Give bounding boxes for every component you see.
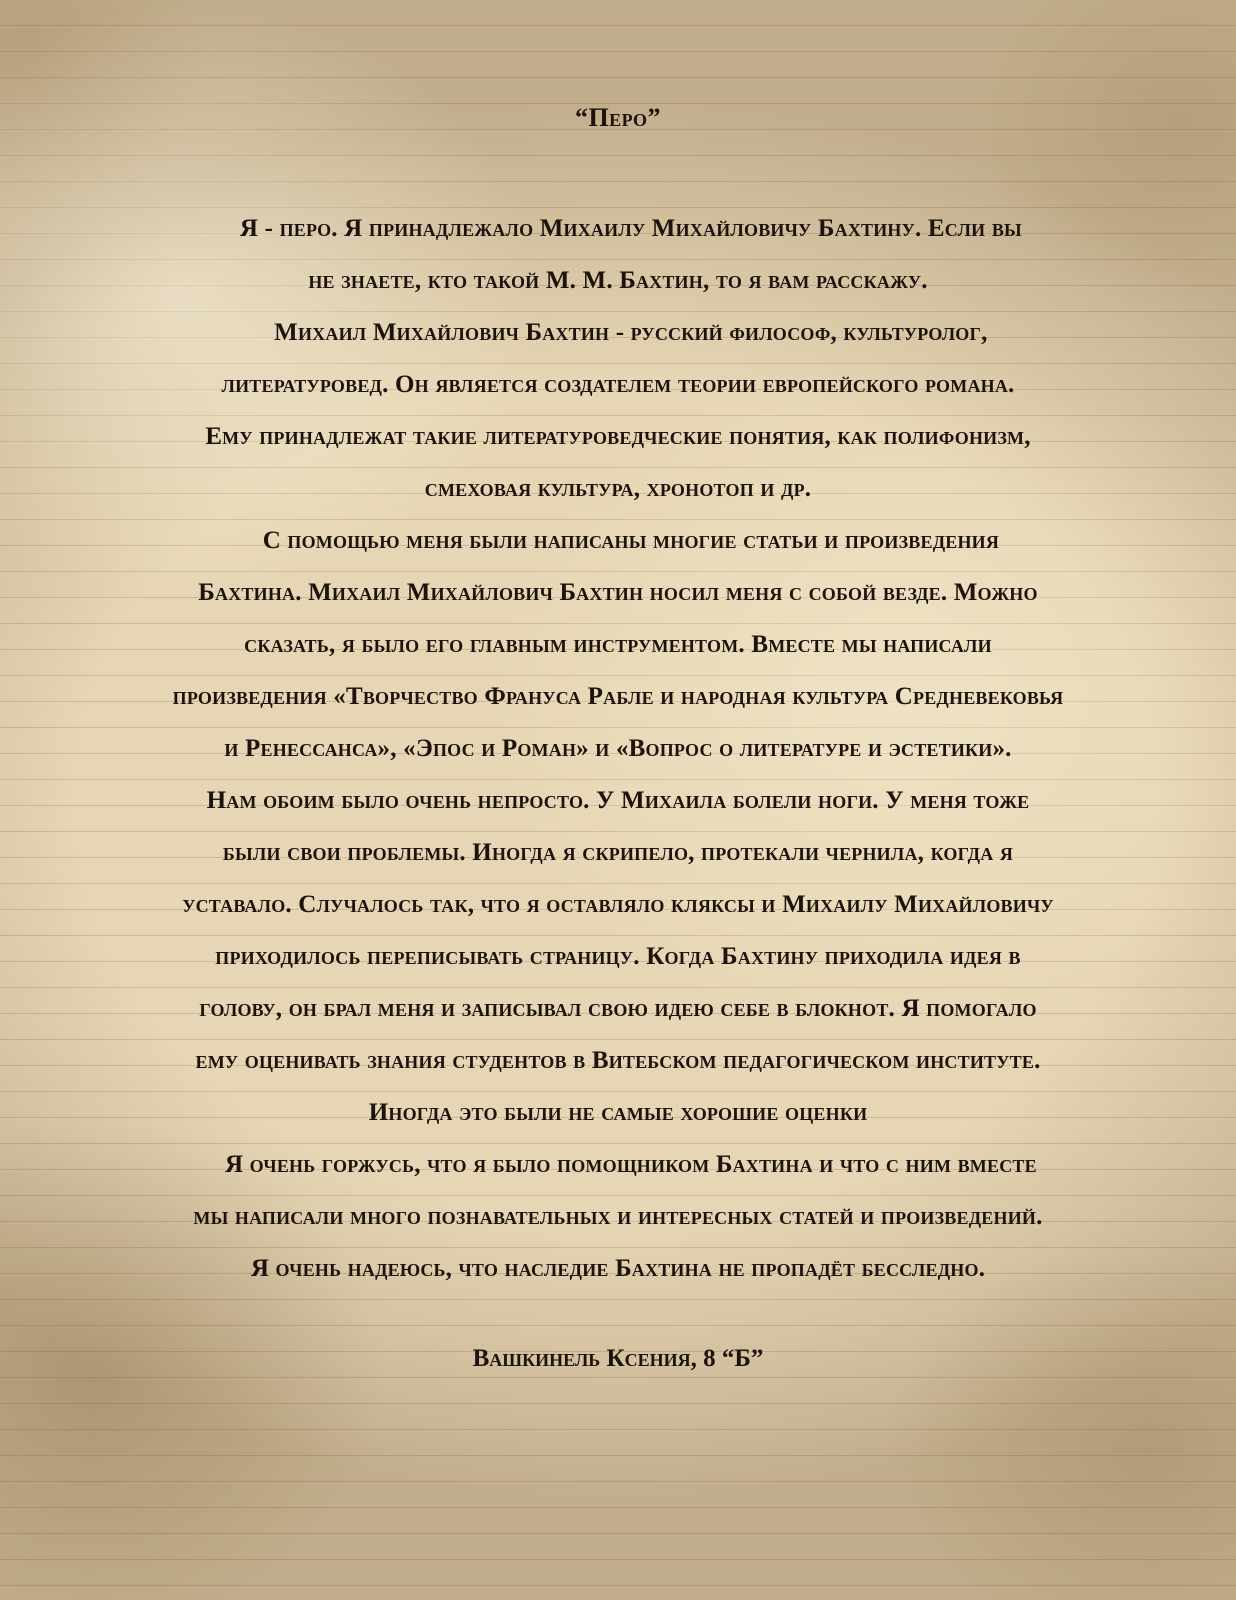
text-line: Нам обоим было очень непросто. У Михаила болели ноги. У меня тоже xyxy=(206,787,1030,814)
text-line: Я очень надеюсь, что наследие Бахтина не пропадёт бесследно. xyxy=(250,1255,986,1282)
text-line: С помощью меня были написаны многие статьи и произведения xyxy=(236,527,1000,554)
text-line: голову, он брал меня и записывал свою идею себе в блокнот. Я помогало xyxy=(199,995,1037,1022)
text-line: ему оценивать знания студентов в Витебском педагогическом институте. xyxy=(195,1047,1041,1074)
text-line: Ему принадлежат такие литературоведческие понятия, как полифонизм, xyxy=(205,423,1031,450)
text-line: Иногда это были не самые хорошие оценки xyxy=(368,1099,868,1126)
text-line: смеховая культура, хронотоп и др. xyxy=(424,475,812,502)
text-line: мы написали много познавательных и интересных статей и произведений. xyxy=(193,1203,1043,1230)
text-line: и Ренессанса», «Эпос и Роман» и «Вопрос о литературе и эстетики». xyxy=(224,735,1012,762)
essay-body xyxy=(20,203,1216,1295)
text-line: Бахтина. Михаил Михайлович Бахтин носил меня с собой везде. Можно xyxy=(198,579,1038,606)
text-line: не знаете, кто такой М. М. Бахтин, то я вам расскажу. xyxy=(308,267,928,294)
text-line: были свои проблемы. Иногда я скрипело, протекали чернила, когда я xyxy=(222,839,1014,866)
author-signature: Вашкинель Ксения, 8 “Б” xyxy=(472,1345,764,1372)
essay-title: “Перо” xyxy=(574,103,662,132)
text-line: Михаил Михайлович Бахтин - русский философ, культуролог, xyxy=(248,319,988,346)
text-line: Я очень горжусь, что я было помощником Бахтина и что с ним вместе xyxy=(199,1151,1037,1178)
text-line: уставало. Случалось так, что я оставляло кляксы и Михаилу Михайловичу xyxy=(182,891,1054,918)
text-line: Я - перо. Я принадлежало Михаилу Михайловичу Бахтину. Если вы xyxy=(214,215,1022,242)
text-line: сказать, я было его главным инструментом. Вместе мы написали xyxy=(244,631,992,658)
text-line: приходилось переписывать страницу. Когда Бахтину приходила идея в xyxy=(215,943,1021,970)
text-line: литературовед. Он является создателем теории европейского романа. xyxy=(221,371,1015,398)
text-line: произведения «Творчество Франуса Рабле и народная культура Средневековья xyxy=(172,683,1064,710)
